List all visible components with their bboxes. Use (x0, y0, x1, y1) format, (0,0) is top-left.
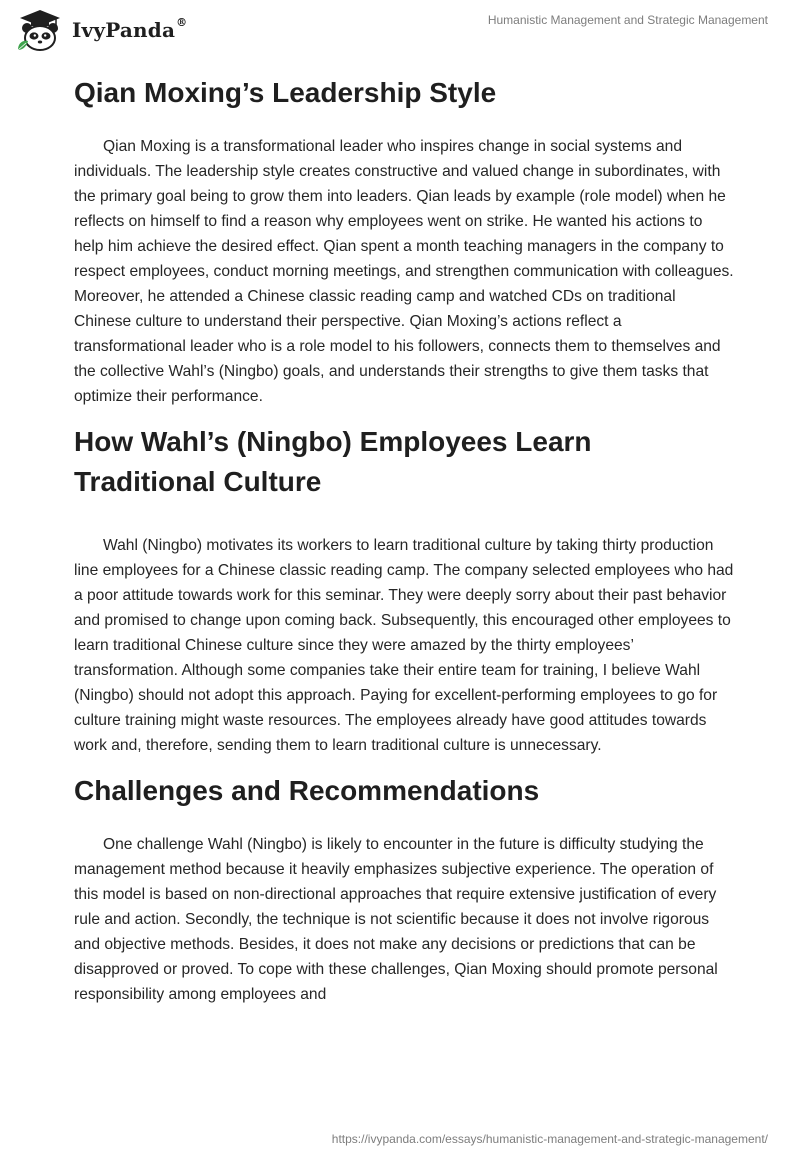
logo[interactable] (14, 8, 187, 52)
essay-content (74, 70, 734, 1007)
document-title: Humanistic Management and Strategic Management (487, 13, 768, 27)
section-paragraph-traditional-culture: Wahl (Ningbo) motivates its workers to learn traditional culture by taking thirty production line employees for a Chinese classic reading camp. The company selected employees who had a poor attitude towards work for this seminar. They were deeply sorry about their past behavior and promised to change upon coming back. Subsequently, this encouraged other employees to learn traditional Chinese culture since they were amazed by the thirty employees’ transformation. Although some companies take their entire team for training, I believe Wahl (Ningbo) should not adopt this approach. Paying for excellent-performing employees to go for culture training might waste resources. The employees already have good attitudes towards work and, therefore, sending them to learn traditional culture is unnecessary. (74, 537, 734, 754)
section-paragraph-leadership-style: Qian Moxing is a transformational leader who inspires change in social systems and individuals. The leadership style creates constructive and valued change in subordinates, with the primary goal being to grow them into leaders. Qian leads by example (role model) when he reflects on himself to find a reason why employees went on strike. He wanted his actions to help him achieve the desired effect. Qian spent a month teaching managers in the company to respect employees, conduct morning meetings, and strengthen communication with colleagues. Moreover, he attended a Chinese classic reading camp and watched CDs on traditional Chinese culture to understand their perspective. Qian Moxing’s actions reflect a transformational leader who is a role model to his followers, connects them to themselves and the collective Wahl’s (Ningbo) goals, and understands their strengths to give them tasks that optimize their performance. (74, 138, 734, 405)
section-heading-challenges: Challenges and Recommendations (74, 775, 540, 806)
section-heading-leadership-style: Qian Moxing’s Leadership Style (74, 77, 497, 108)
section-heading-traditional-culture: How Wahl’s (Ningbo) Employees Learn Traditional Culture (74, 426, 592, 497)
page-header (0, 0, 800, 70)
logo-text: IvyPanda® (72, 16, 188, 42)
panda-logo-icon (14, 8, 66, 52)
footer-source-url[interactable]: https://ivypanda.com/essays/humanistic-management-and-strategic-management/ (331, 1132, 768, 1146)
section-paragraph-challenges: One challenge Wahl (Ningbo) is likely to encounter in the future is difficulty studying the management method because it heavily emphasizes subjective experience. The operation of this model is based on non-directional approaches that require extensive justification of every rule and action. Secondly, the technique is not scientific because it does not involve rigorous and objective methods. Besides, it does not make any decisions or predictions that can be disapproved or proved. To cope with these challenges, Qian Moxing should promote personal responsibility among employees and (74, 836, 718, 1003)
